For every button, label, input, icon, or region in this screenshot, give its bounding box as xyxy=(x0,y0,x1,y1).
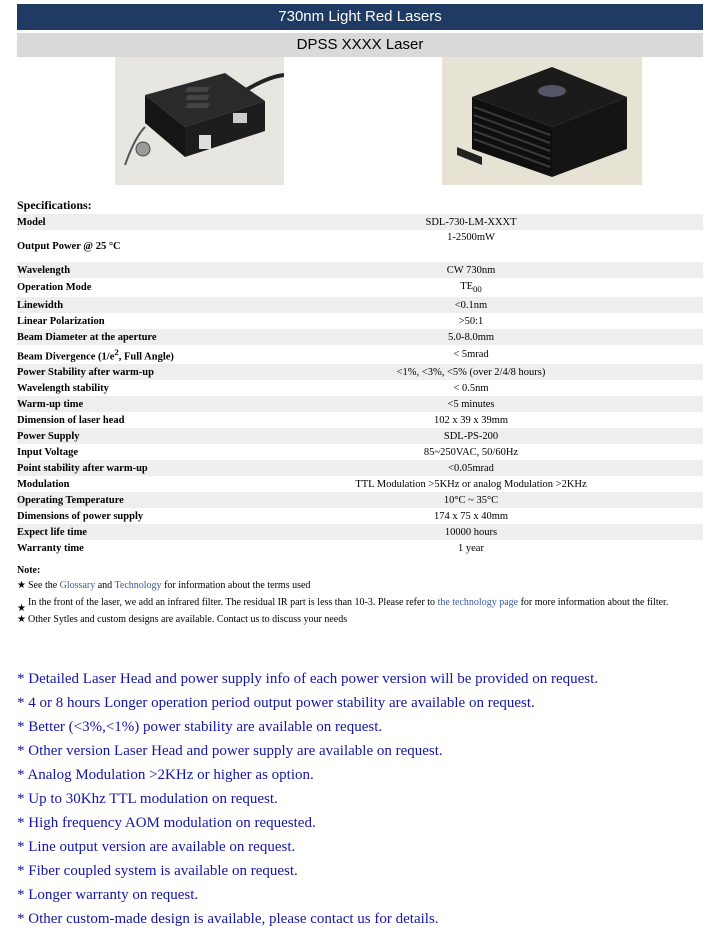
spec-value-base: TE xyxy=(460,280,474,292)
list-item: * Fiber coupled system is available on request. xyxy=(17,863,298,879)
spec-value: 1 year xyxy=(458,542,484,554)
list-item: * Analog Modulation >2KHz or higher as option. xyxy=(17,767,314,783)
table-row xyxy=(17,412,703,428)
laser-head-photo xyxy=(442,57,642,185)
notes-title: Note: xyxy=(17,565,41,576)
spec-value: 5.0-8.0mm xyxy=(239,329,703,345)
note-item xyxy=(17,579,703,592)
spec-key: Warm-up time xyxy=(17,396,239,412)
list-item: * 4 or 8 hours Longer operation period output power stability are available on request. xyxy=(17,695,535,711)
list-item: * Other version Laser Head and power supply are available on request. xyxy=(17,743,443,759)
power-supply-photo xyxy=(115,57,284,185)
spec-key: Wavelength xyxy=(17,262,239,278)
table-row xyxy=(17,262,703,278)
spec-value: SDL-PS-200 xyxy=(239,428,703,444)
spec-key: Model xyxy=(17,214,239,230)
spec-value: 174 x 75 x 40mm xyxy=(433,510,509,522)
spec-key: Linewidth xyxy=(17,297,239,313)
table-row xyxy=(17,230,703,262)
note-text: Other Sytles and custom designs are available. Contact us to discuss your needs xyxy=(28,614,348,625)
product-subtitle: DPSS XXXX Laser xyxy=(17,33,703,57)
spec-key xyxy=(17,345,239,364)
spec-key: Warranty time xyxy=(17,542,84,554)
spec-value: CW 730nm xyxy=(239,262,703,278)
table-row xyxy=(17,492,703,508)
table-row xyxy=(17,313,703,329)
spec-key: Power Stability after warm-up xyxy=(17,364,239,380)
spec-value: 1-2500mW xyxy=(447,232,495,243)
table-row xyxy=(17,297,703,313)
table-row xyxy=(17,524,703,540)
star-icon: ★ xyxy=(17,603,26,614)
spec-value: < 0.5nm xyxy=(453,382,489,394)
spec-key: Dimensions of power supply xyxy=(17,510,144,522)
technology-page-link[interactable]: the technology page xyxy=(437,597,519,608)
options-list xyxy=(17,667,707,931)
note-text: for more information about the filter. xyxy=(518,597,669,608)
spec-key: Operation Mode xyxy=(17,282,92,293)
glossary-link[interactable]: Glossary xyxy=(59,580,96,591)
table-row xyxy=(17,214,703,230)
list-item: * Up to 30Khz TTL modulation on request. xyxy=(17,791,278,807)
spec-key: Modulation xyxy=(17,478,70,490)
spec-value: 85~250VAC, 50/60Hz xyxy=(423,446,519,458)
technology-link[interactable]: Technology xyxy=(114,580,162,591)
note-item xyxy=(17,613,703,626)
star-icon: ★ xyxy=(17,580,26,591)
table-row xyxy=(17,380,703,396)
spec-value: TTL Modulation >5KHz or analog Modulation >2KHz xyxy=(355,478,587,490)
list-item: * Line output version are available on request. xyxy=(17,839,296,855)
table-row xyxy=(17,428,703,444)
table-row xyxy=(17,364,703,380)
table-row xyxy=(17,396,703,412)
spec-key: Dimension of laser head xyxy=(17,414,125,426)
table-row xyxy=(17,444,703,460)
table-row xyxy=(17,540,703,556)
list-item: * Better (<3%,<1%) power stability are available on request. xyxy=(17,719,383,735)
spec-value: 102 x 39 x 39mm xyxy=(433,414,509,426)
note-text: for information about the terms used xyxy=(161,580,311,591)
table-row xyxy=(17,345,703,364)
specifications-heading: Specifications: xyxy=(17,198,92,212)
table-row xyxy=(17,460,703,476)
list-item: * Other custom-made design is available, please contact us for details. xyxy=(17,911,439,927)
spec-key-part: , Full Angle) xyxy=(118,351,174,363)
spec-value-subscript: 00 xyxy=(473,284,482,295)
spec-value: >50:1 xyxy=(458,315,484,327)
spec-value: 10000 hours xyxy=(239,524,703,540)
spec-key: Output Power @ 25 °C xyxy=(17,240,121,252)
note-text: In the front of the laser, we add an infrared filter. The residual IR part is less than 10-3. Please refer to xyxy=(28,597,438,608)
notes-section xyxy=(17,564,703,630)
spec-value: < 5mrad xyxy=(453,349,489,360)
table-row xyxy=(17,329,703,345)
page-title: 730nm Light Red Lasers xyxy=(17,4,703,30)
spec-value: <1%, <3%, <5% (over 2/4/8 hours) xyxy=(239,364,703,380)
spec-value: <0.05mrad xyxy=(239,460,703,476)
table-row xyxy=(17,508,703,524)
note-text: See the xyxy=(28,580,60,591)
list-item: * Detailed Laser Head and power supply info of each power version will be provided on request. xyxy=(17,671,599,687)
spec-key: Input Voltage xyxy=(17,446,78,458)
specifications-table xyxy=(17,214,703,556)
spec-key: Expect life time xyxy=(17,524,239,540)
spec-key: Wavelength stability xyxy=(17,382,109,394)
spec-key: Power Supply xyxy=(17,428,239,444)
list-item: * High frequency AOM modulation on requested. xyxy=(17,815,316,831)
spec-key: Operating Temperature xyxy=(17,492,239,508)
spec-value: 10°C ~ 35°C xyxy=(239,492,703,508)
list-item: * Longer warranty on request. xyxy=(17,887,199,903)
spec-key: Beam Diameter at the aperture xyxy=(17,329,239,345)
spec-key: Linear Polarization xyxy=(17,315,105,327)
spec-value xyxy=(239,278,703,297)
spec-key-superscript: 2 xyxy=(114,346,119,357)
table-row xyxy=(17,278,703,297)
spec-value: <5 minutes xyxy=(239,396,703,412)
spec-key: Point stability after warm-up xyxy=(17,460,239,476)
table-row xyxy=(17,476,703,492)
note-item xyxy=(17,596,703,614)
spec-value: <0.1nm xyxy=(239,297,703,313)
spec-value: SDL-730-LM-XXXT xyxy=(239,214,703,230)
star-icon: ★ xyxy=(17,614,26,625)
note-text: and xyxy=(95,580,115,591)
spec-key-part: Beam Divergence (1/e xyxy=(17,351,115,363)
